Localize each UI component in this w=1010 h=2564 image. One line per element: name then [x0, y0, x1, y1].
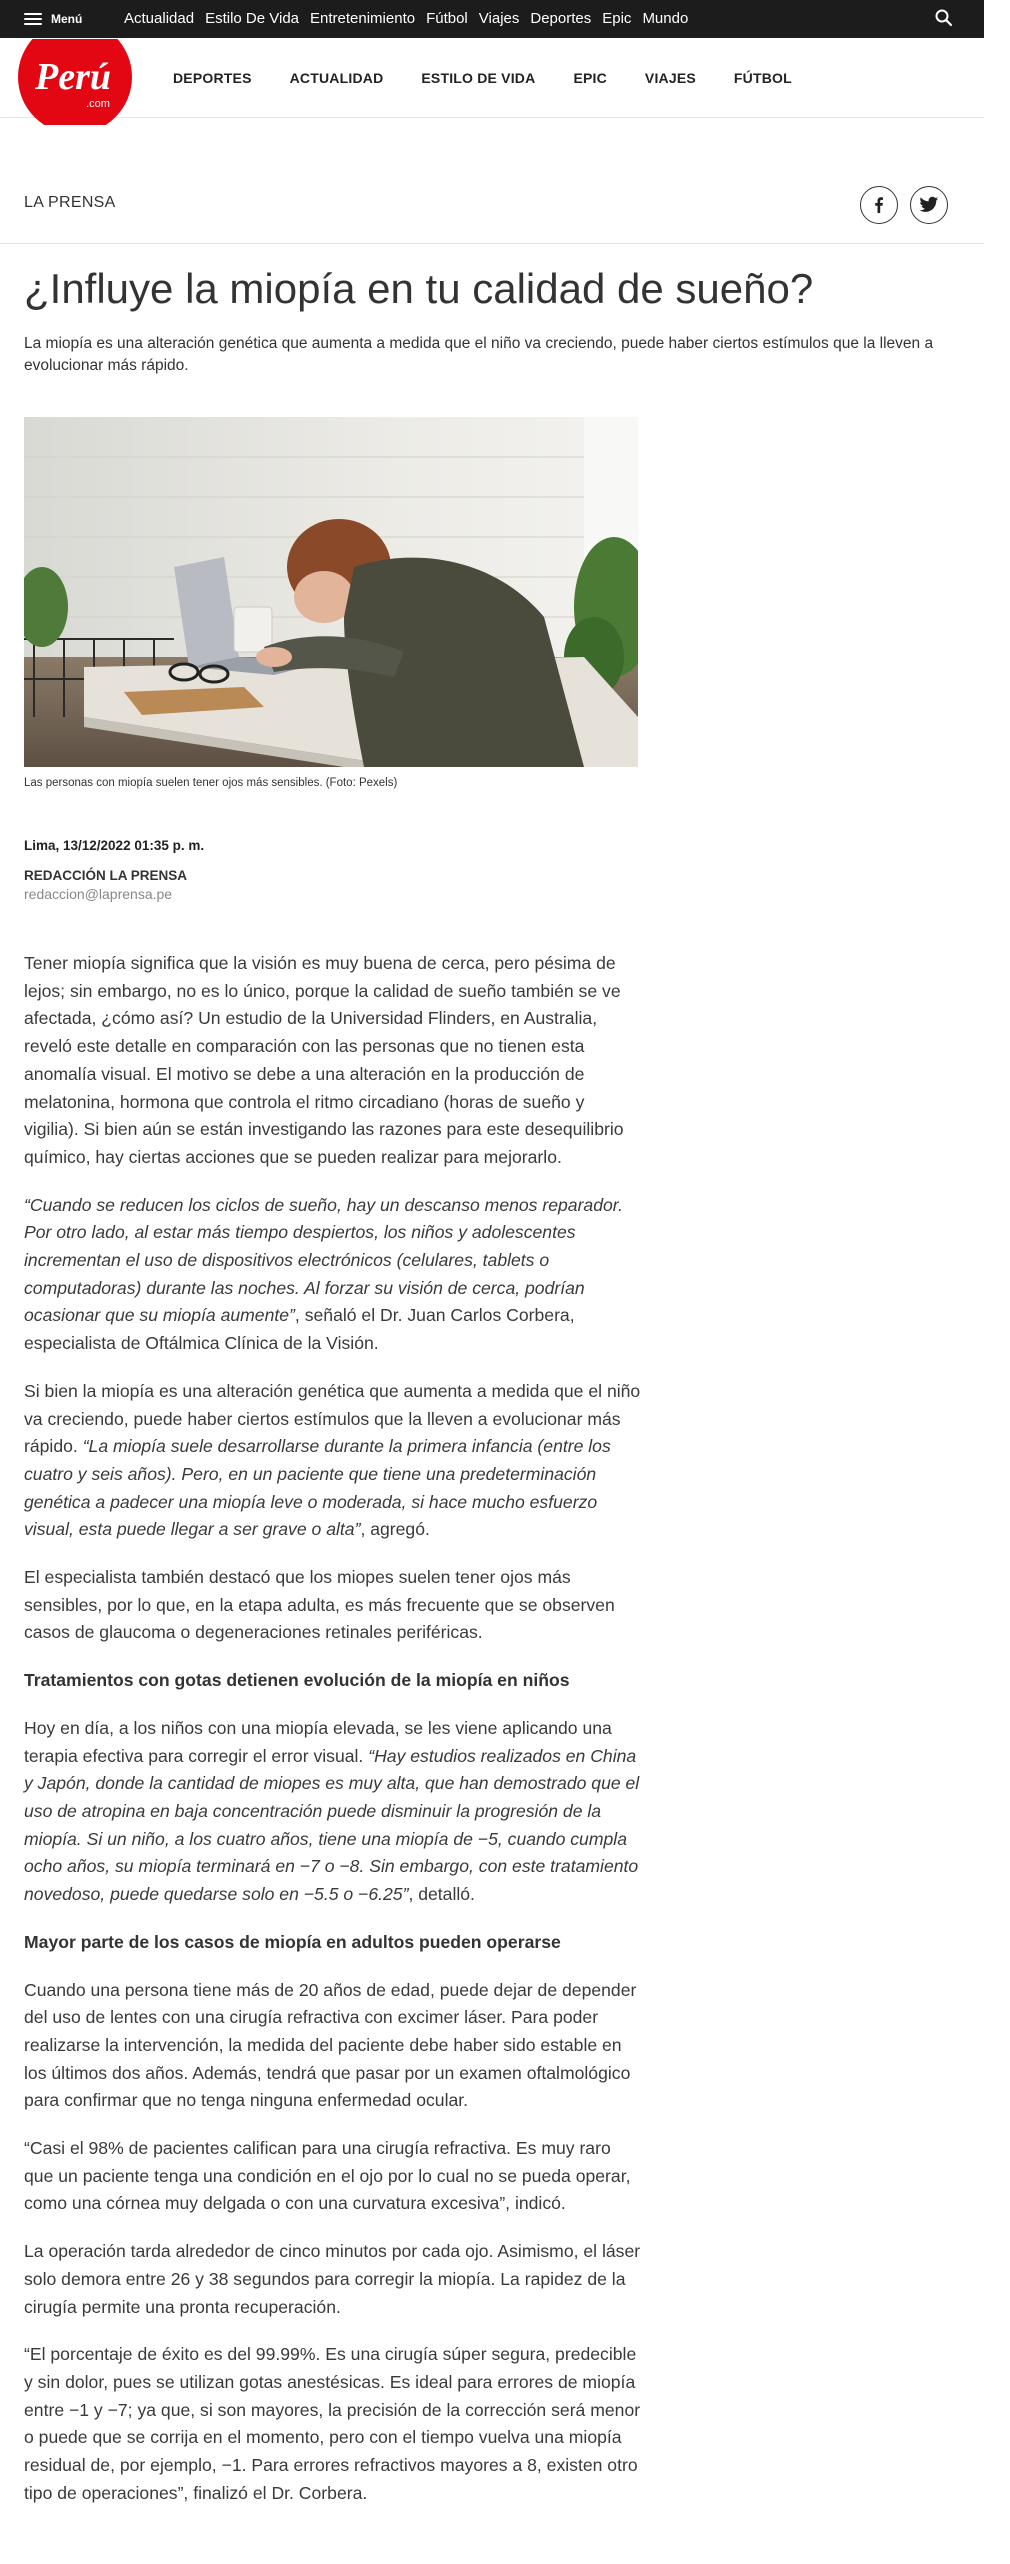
paragraph: “Casi el 98% de pacientes califican para una cirugía refractiva. Es muy raro que un paciente tenga una condición en el ojo por lo cual no se pueda operar, como una córnea muy delgada o con una curvatura excesiva”, indicó.: [24, 2138, 631, 2214]
main-nav-deportes[interactable]: DEPORTES: [173, 70, 252, 86]
menu-label: Menú: [51, 12, 83, 26]
quote-text: “La miopía suele desarrollarse durante la primera infancia (entre los cuatro y seis años). Pero, en un paciente que tiene una predeterminación genética a padecer una miopía leve o moderada, si hace mucho esfuerzo visual, esta puede llegar a ser grave o alta”: [24, 1436, 611, 1540]
main-nav-viajes[interactable]: VIAJES: [644, 70, 696, 86]
paragraph-text: , agregó.: [360, 1519, 430, 1540]
paragraph: [24, 1192, 644, 1358]
top-bar: [0, 0, 984, 38]
paragraph-text: Si bien la miopía es una alteración genética que aumenta a medida que el niño va creciendo, puede haber ciertos estímulos que la lleven a evolucionar más rápido.: [24, 1380, 641, 1457]
hamburger-icon: [24, 13, 42, 25]
top-nav-deportes[interactable]: Deportes: [530, 9, 592, 27]
facebook-icon: [870, 196, 888, 214]
paragraph: [24, 1715, 644, 1909]
paragraph: El especialista también destacó que los miopes suelen tener ojos más sensibles, por lo que, en la etapa adulta, es más frecuente que se observen casos de glaucoma o degeneraciones retinales periféricas.: [24, 1567, 615, 1643]
main-nav-actualidad[interactable]: ACTUALIDAD: [289, 70, 384, 86]
twitter-share-button[interactable]: [910, 186, 948, 224]
article-title: ¿Influye la miopía en tu calidad de sueño?: [24, 265, 814, 312]
svg-text:.com: .com: [86, 98, 110, 110]
top-nav-futbol[interactable]: Fútbol: [426, 9, 468, 27]
main-nav-futbol[interactable]: FÚTBOL: [733, 70, 792, 86]
main-nav-epic[interactable]: EPIC: [573, 70, 607, 86]
photo-caption: Las personas con miopía suelen tener ojos más sensibles. (Foto: Pexels): [24, 777, 398, 789]
paragraph: La operación tarda alrededor de cinco minutos por cada ojo. Asimismo, el láser solo demora entre 26 y 38 segundos para corregir la miopía. La rapidez de la cirugía permite una pronta recuperación.: [24, 2241, 641, 2317]
search-icon[interactable]: [934, 8, 954, 28]
source-label[interactable]: LA PRENSA: [24, 194, 116, 211]
article-author[interactable]: REDACCIÓN LA PRENSA: [24, 868, 188, 883]
main-nav-estilo-de-vida[interactable]: ESTILO DE VIDA: [421, 70, 536, 86]
article-date: Lima, 13/12/2022 01:35 p. m.: [24, 838, 205, 853]
top-nav-mundo[interactable]: Mundo: [642, 9, 689, 27]
paragraph: Cuando una persona tiene más de 20 años de edad, puede dejar de depender del uso de lentes con una cirugía refractiva con excimer láser. Para poder realizarse la intervención, la medida del paciente debe haber sido estable en los últimos dos años. Además, tendrá que pasar por un examen oftalmológico para confirmar que no tenga ninguna enfermedad ocular.: [24, 1979, 637, 2111]
top-nav-epic[interactable]: Epic: [602, 9, 632, 27]
quote-text: “Hay estudios realizados en China y Japón, donde la cantidad de miopes es muy alta, que han demostrado que el uso de atropina en baja concentración puede disminuir la progresión de la miopía. Si un niño, a los cuatro años, tiene una miopía de −5, cuando cumpla ocho años, su miopía terminará en −7 o −8. Sin embargo, con este tratamiento novedoso, puede quedarse solo en −5.5 o −6.25”: [24, 1745, 640, 1905]
top-nav-viajes[interactable]: Viajes: [478, 9, 520, 27]
site-logo[interactable]: [18, 39, 132, 125]
svg-text:Perú: Perú: [35, 56, 111, 98]
paragraph: [24, 1378, 644, 1544]
top-nav-entretenimiento[interactable]: Entretenimiento: [310, 9, 416, 27]
twitter-icon: [919, 196, 939, 214]
source-bar: [0, 168, 984, 244]
main-nav: [173, 38, 830, 118]
top-nav-actualidad[interactable]: Actualidad: [124, 9, 195, 27]
article-photo: [24, 417, 638, 767]
paragraph-text: , señaló el Dr. Juan Carlos Corbera, especialista de Oftálmica Clínica de la Visión.: [24, 1305, 575, 1354]
section-heading: Tratamientos con gotas detienen evolución de la miopía en niños: [24, 1670, 570, 1691]
top-nav-estilo-de-vida[interactable]: Estilo De Vida: [205, 9, 300, 27]
quote-text: “Cuando se reducen los ciclos de sueño, hay un descanso menos reparador. Por otro lado, al estar más tiempo despiertos, los niños y adolescentes incrementan el uso de dispositivos electrónicos (celulares, tablets o computadoras) durante las noches. Al forzar su visión de cerca, podrían ocasionar que su miopía aumente”: [24, 1194, 623, 1326]
site-header: [0, 38, 984, 118]
top-nav: [124, 0, 699, 36]
paragraph: “El porcentaje de éxito es del 99.99%. Es una cirugía súper segura, predecible y sin dolor, pues se utilizan gotas anestésicas. Es ideal para errores de miopía entre −1 y −7; ya que, si son mayores, la precisión de la corrección será menor o puede que se corrija en el momento, pero con el tiempo vuelva una miopía residual de, por ejemplo, −1. Para errores refractivos mayores a 8, existen otro tipo de operaciones”, finalizó el Dr. Corbera.: [24, 2344, 641, 2503]
author-email[interactable]: redaccion@laprensa.pe: [24, 886, 173, 902]
paragraph-text: Hoy en día, a los niños con una miopía elevada, se les viene aplicando una terapia efectiva para corregir el error visual.: [24, 1717, 612, 1766]
article-lead: La miopía es una alteración genética que aumenta a medida que el niño va creciendo, puede haber ciertos estímulos que la lleven a evolucionar más rápido.: [24, 335, 934, 374]
paragraph: Tener miopía significa que la visión es muy buena de cerca, pero pésima de lejos; sin embargo, no es lo único, porque la calidad de sueño también se ve afectada, ¿cómo así? Un estudio de la Universidad Flinders, en Australia, reveló este detalle en comparación con las personas que no tienen esta anomalía visual. El motivo se debe a una alteración en la producción de melatonina, hormona que controla el ritmo circadiano (horas de sueño y vigilia). Si bien aún se están investigando las razones para este desequilibrio químico, hay ciertas acciones que se pueden realizar para mejorarlo.: [24, 953, 624, 1167]
paragraph-text: , detalló.: [408, 1884, 475, 1905]
menu-button[interactable]: [24, 9, 82, 29]
section-heading: Mayor parte de los casos de miopía en adultos pueden operarse: [24, 1931, 561, 1952]
article-body: [24, 950, 644, 2527]
facebook-share-button[interactable]: [860, 186, 898, 224]
